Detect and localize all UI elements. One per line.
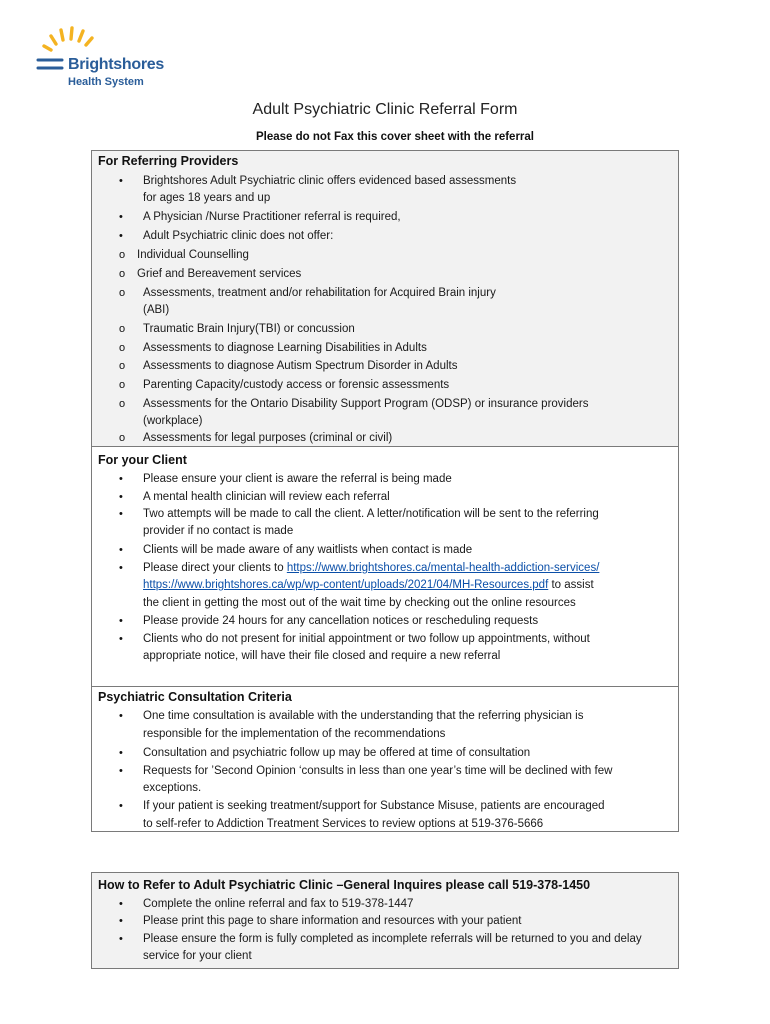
- client-heading: For your Client: [98, 453, 187, 467]
- how-to-refer-heading: How to Refer to Adult Psychiatric Clinic –General Inquires please call 519-378-1450: [98, 878, 591, 892]
- consult-heading: Psychiatric Consultation Criteria: [98, 690, 292, 704]
- circle-bullet-icon: o: [119, 360, 126, 372]
- exclusion-learning: Assessments to diagnose Learning Disabilities in Adults: [143, 342, 427, 354]
- exclusion-grief: Grief and Bereavement services: [137, 268, 302, 280]
- circle-bullet-icon: o: [119, 342, 126, 354]
- form-title: Adult Psychiatric Clinic Referral Form: [252, 101, 518, 118]
- mh-resources-pdf-link[interactable]: https://www.brightshores.ca/wp/wp-content/uploads/2021/04/MH-Resources.pdf: [143, 579, 549, 591]
- client-item-direct-line1: [143, 560, 599, 576]
- mental-health-services-link[interactable]: https://www.brightshores.ca/mental-health-addiction-services/: [286, 562, 600, 574]
- client-item-direct-tail: to assist: [548, 579, 594, 591]
- bullet-icon: •: [119, 633, 123, 645]
- client-item-direct-text: Please direct your clients to: [143, 562, 287, 574]
- client-item-direct-line3: the client in getting the most out of the wait time by checking out the online resources: [143, 597, 576, 609]
- client-item-no-show-line2: appropriate notice, will have their file closed and require a new referral: [143, 650, 501, 662]
- client-item-attempts-line1: Two attempts will be made to call the client. A letter/notification will be sent to the referring: [143, 508, 599, 520]
- exclusion-odsp-line2: (workplace): [143, 415, 203, 427]
- form-subtitle: Please do not Fax this cover sheet with the referral: [255, 131, 534, 143]
- bullet-icon: •: [119, 710, 123, 722]
- client-item-waitlist: Clients will be made aware of any waitlists when contact is made: [143, 544, 473, 556]
- consult-item-second-opinion-line2: exceptions.: [143, 782, 202, 794]
- exclusion-abi-line2: (ABI): [143, 304, 170, 316]
- providers-item-age-line2: for ages 18 years and up: [143, 192, 271, 204]
- circle-bullet-icon: o: [119, 268, 126, 280]
- circle-bullet-icon: o: [119, 323, 126, 335]
- circle-bullet-icon: o: [119, 432, 126, 444]
- exclusion-parenting: Parenting Capacity/custody access or forensic assessments: [143, 379, 450, 391]
- client-item-no-show-line1: Clients who do not present for initial appointment or two follow up appointments, without: [143, 633, 590, 645]
- client-item-attempts-line2: provider if no contact is made: [143, 525, 294, 537]
- bullet-icon: •: [119, 915, 123, 927]
- circle-bullet-icon: o: [119, 249, 126, 261]
- providers-heading: For Referring Providers: [98, 154, 239, 168]
- bullet-icon: •: [119, 544, 123, 556]
- brightshores-logo: [36, 22, 186, 94]
- howto-item-complete-form-line2: service for your client: [143, 950, 252, 962]
- consult-item-one-time-line2: responsible for the implementation of the recommendations: [143, 728, 446, 740]
- providers-item-not-offered: Adult Psychiatric clinic does not offer:: [143, 230, 334, 242]
- bullet-icon: •: [119, 230, 123, 242]
- consult-item-follow-up: Consultation and psychiatric follow up may be offered at time of consultation: [143, 747, 531, 759]
- logo-name: Brightshores: [68, 56, 164, 73]
- consult-item-one-time-line1: One time consultation is available with the understanding that the referring physician is: [143, 710, 584, 722]
- bullet-icon: •: [119, 933, 123, 945]
- bullet-icon: •: [119, 615, 123, 627]
- howto-item-complete: Complete the online referral and fax to 519-378-1447: [143, 898, 414, 910]
- client-item-aware: Please ensure your client is aware the referral is being made: [143, 473, 452, 485]
- providers-item-referral: A Physician /Nurse Practitioner referral is required,: [143, 211, 401, 223]
- consult-item-substance-line2: to self-refer to Addiction Treatment Services to review options at 519-376-5666: [143, 818, 544, 830]
- bullet-icon: •: [119, 765, 123, 777]
- consult-item-second-opinion-line1: Requests for ’Second Opinion ‘consults in less than one year’s time will be declined with few: [143, 765, 613, 777]
- logo-subtitle: Health System: [68, 76, 144, 88]
- bullet-icon: •: [119, 747, 123, 759]
- exclusion-tbi: Traumatic Brain Injury(TBI) or concussion: [143, 323, 355, 335]
- howto-item-print: Please print this page to share information and resources with your patient: [143, 915, 522, 927]
- exclusion-autism: Assessments to diagnose Autism Spectrum Disorder in Adults: [143, 360, 458, 372]
- bullet-icon: •: [119, 211, 123, 223]
- bullet-icon: •: [119, 473, 123, 485]
- providers-item-age-line1: Brightshores Adult Psychiatric clinic offers evidenced based assessments: [143, 175, 517, 187]
- client-item-direct-line2: [143, 577, 594, 593]
- bullet-icon: •: [119, 898, 123, 910]
- howto-item-complete-form-line1: Please ensure the form is fully completed as incomplete referrals will be returned to you and delay: [143, 933, 642, 945]
- client-item-review: A mental health clinician will review each referral: [143, 491, 390, 503]
- exclusion-counselling: Individual Counselling: [137, 249, 249, 261]
- bullet-icon: •: [119, 491, 123, 503]
- circle-bullet-icon: o: [119, 287, 126, 299]
- client-item-cancellation: Please provide 24 hours for any cancellation notices or rescheduling requests: [143, 615, 539, 627]
- bullet-icon: •: [119, 508, 123, 520]
- exclusion-odsp-line1: Assessments for the Ontario Disability Support Program (ODSP) or insurance providers: [143, 398, 589, 410]
- exclusion-abi-line1: Assessments, treatment and/or rehabilitation for Acquired Brain injury: [143, 287, 496, 299]
- bullet-icon: •: [119, 175, 123, 187]
- circle-bullet-icon: o: [119, 398, 126, 410]
- exclusion-legal: Assessments for legal purposes (criminal or civil): [143, 432, 393, 444]
- bullet-icon: •: [119, 562, 123, 574]
- circle-bullet-icon: o: [119, 379, 126, 391]
- consult-item-substance-line1: If your patient is seeking treatment/support for Substance Misuse, patients are encouraged: [143, 800, 605, 812]
- bullet-icon: •: [119, 800, 123, 812]
